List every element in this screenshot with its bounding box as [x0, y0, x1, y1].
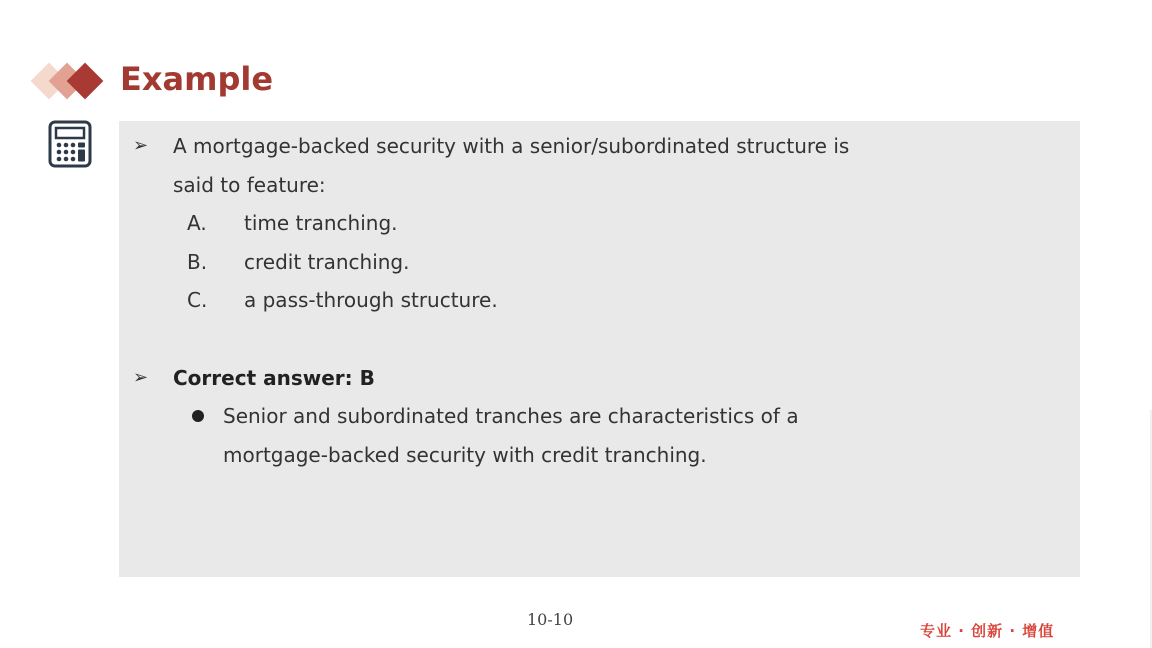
diamond-logo-icon [28, 58, 112, 106]
page-number: 10-10 [527, 610, 574, 629]
arrow-bullet-icon: ➢ [133, 367, 149, 388]
dot-bullet-icon [192, 410, 204, 422]
explanation-line1: Senior and subordinated tranches are characteristics of a [223, 404, 799, 428]
slide-title: Example [120, 60, 274, 98]
explanation-line2: mortgage-backed security with credit tranching. [223, 443, 707, 467]
correct-answer-label: Correct answer: B [173, 366, 375, 390]
calculator-icon [48, 120, 92, 168]
option-a-text: time tranching. [244, 211, 398, 235]
option-c-letter: C. [187, 288, 208, 312]
arrow-bullet-icon: ➢ [133, 135, 149, 156]
question-text-line2: said to feature: [173, 173, 326, 197]
option-a-letter: A. [187, 211, 207, 235]
footer-slogan: 专业 · 创新 · 增值 [920, 622, 1055, 640]
option-b-text: credit tranching. [244, 250, 410, 274]
option-c-text: a pass-through structure. [244, 288, 498, 312]
question-text-line1: A mortgage-backed security with a senior/subordinated structure is [173, 134, 850, 158]
question-box [119, 121, 1080, 577]
option-b-letter: B. [187, 250, 208, 274]
